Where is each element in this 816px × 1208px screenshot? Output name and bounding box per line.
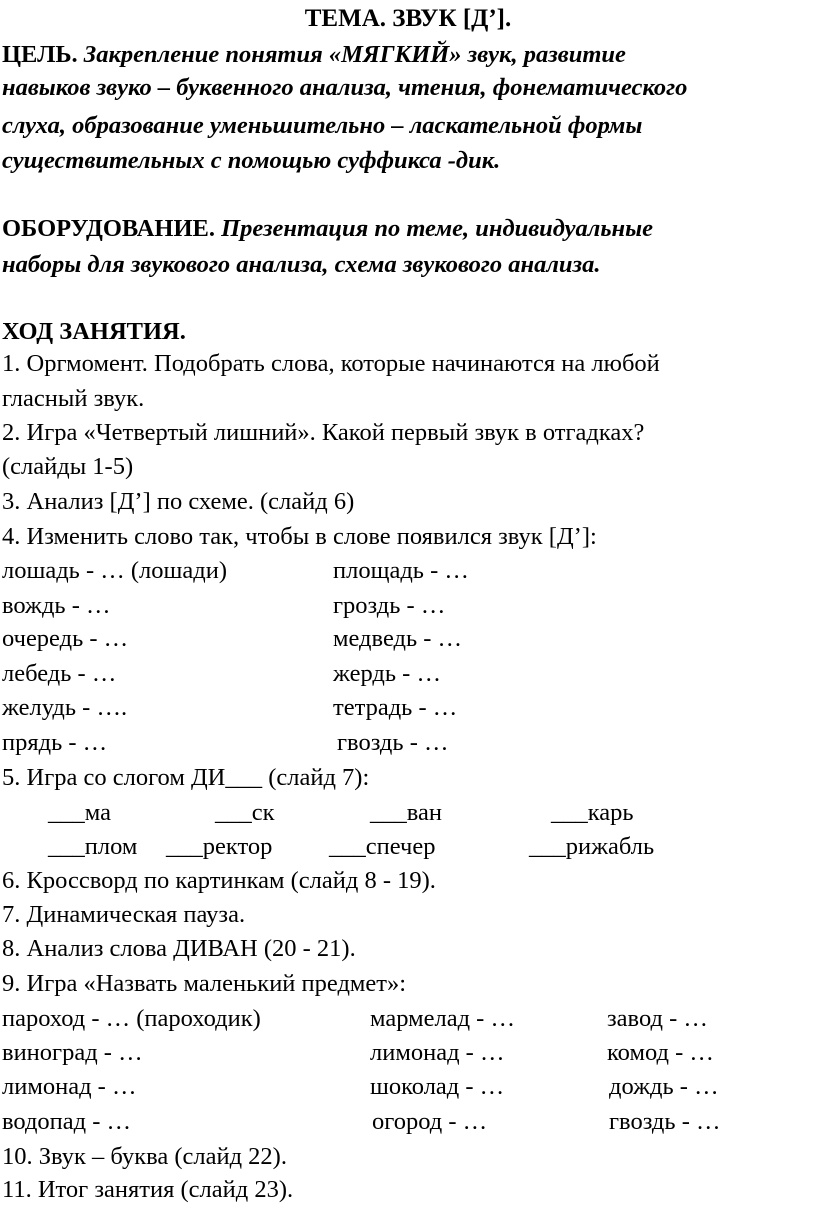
diminutive-cell: шоколад - …: [370, 1073, 505, 1100]
diminutive-cell: дождь - …: [609, 1073, 719, 1100]
step-1-line-1: 1. Оргмомент. Подобрать слова, которые начинаются на любой: [2, 350, 660, 377]
soft-word-cell: гвоздь - …: [337, 729, 449, 756]
soft-word-cell: желудь - ….: [2, 694, 128, 721]
equipment-text-2: наборы для звукового анализа, схема звукового анализа.: [2, 251, 601, 278]
goal-text-3: слуха, образование уменьшительно – ласкательной формы: [2, 112, 643, 139]
soft-word-cell: прядь - …: [2, 729, 108, 756]
syllable-cell: ___ван: [370, 799, 442, 826]
soft-word-cell: медведь - …: [333, 625, 463, 652]
diminutive-cell: лимонад - …: [370, 1039, 505, 1066]
soft-word-cell: площадь - …: [333, 557, 469, 584]
step-7: 7. Динамическая пауза.: [2, 901, 246, 928]
diminutive-cell: лимонад - …: [2, 1073, 137, 1100]
diminutive-cell: мармелад - …: [370, 1005, 515, 1032]
goal-label: ЦЕЛЬ.: [2, 41, 78, 68]
soft-word-cell: вождь - …: [2, 592, 111, 619]
equipment-label: ОБОРУДОВАНИЕ.: [2, 215, 215, 242]
goal-text-2: навыков звуко – буквенного анализа, чтения, фонематического: [2, 74, 688, 101]
syllable-cell: ___ма: [48, 799, 111, 826]
soft-word-cell: очередь - …: [2, 625, 129, 652]
step-11: 11. Итог занятия (слайд 23).: [2, 1176, 294, 1203]
page-title: ТЕМА. ЗВУК [Д’].: [304, 5, 512, 32]
course-heading: ХОД ЗАНЯТИЯ.: [2, 318, 186, 345]
step-2-line-1: 2. Игра «Четвертый лишний». Какой первый звук в отгадках?: [2, 419, 645, 446]
step-4: 4. Изменить слово так, чтобы в слове появился звук [Д’]:: [2, 523, 597, 550]
step-6: 6. Кроссворд по картинкам (слайд 8 - 19).: [2, 867, 436, 894]
soft-word-cell: жердь - …: [333, 660, 441, 687]
diminutive-cell: завод - …: [607, 1005, 708, 1032]
step-2-line-2: (слайды 1-5): [2, 453, 134, 480]
diminutive-cell: водопад - …: [2, 1108, 132, 1135]
soft-word-cell: тетрадь - …: [333, 694, 458, 721]
step-5: 5. Игра со слогом ДИ___ (слайд 7):: [2, 764, 370, 791]
step-10: 10. Звук – буква (слайд 22).: [2, 1143, 287, 1170]
goal-line-1: [2, 38, 626, 71]
equipment-text-1: Презентация по теме, индивидуальные: [221, 215, 654, 242]
syllable-cell: ___рижабль: [529, 833, 655, 860]
diminutive-cell: огород - …: [372, 1108, 488, 1135]
step-3: 3. Анализ [Д’] по схеме. (слайд 6): [2, 488, 355, 515]
diminutive-cell: гвоздь - …: [609, 1108, 721, 1135]
syllable-cell: ___плом: [48, 833, 138, 860]
equipment-line-1: [2, 212, 653, 245]
syllable-cell: ___спечер: [329, 833, 436, 860]
syllable-cell: ___ск: [215, 799, 275, 826]
step-1-line-2: гласный звук.: [2, 385, 145, 412]
syllable-cell: ___карь: [551, 799, 634, 826]
step-9: 9. Игра «Назвать маленький предмет»:: [2, 970, 407, 997]
step-8: 8. Анализ слова ДИВАН (20 - 21).: [2, 935, 356, 962]
soft-word-cell: лошадь - … (лошади): [2, 557, 227, 584]
syllable-cell: ___ректор: [166, 833, 273, 860]
goal-text-4: существительных с помощью суффикса -дик.: [2, 147, 501, 174]
goal-text-1: Закрепление понятия «МЯГКИЙ» звук, развитие: [83, 41, 626, 68]
diminutive-cell: виноград - …: [2, 1039, 143, 1066]
soft-word-cell: гроздь - …: [333, 592, 446, 619]
diminutive-cell: комод - …: [607, 1039, 714, 1066]
soft-word-cell: лебедь - …: [2, 660, 117, 687]
diminutive-cell: пароход - … (пароходик): [2, 1005, 261, 1032]
